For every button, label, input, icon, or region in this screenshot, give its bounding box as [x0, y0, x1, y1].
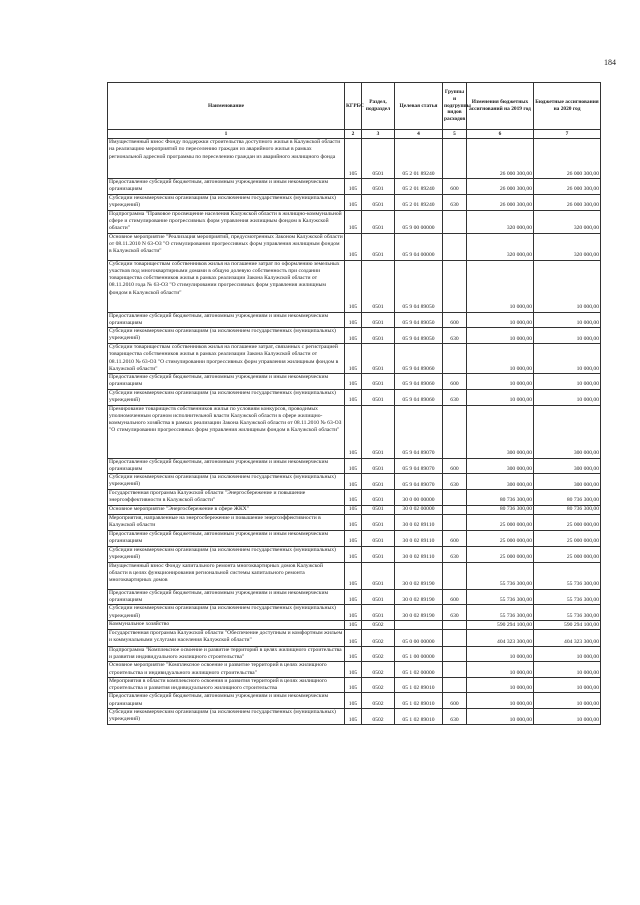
cell-budget2020: 10 000,00 [534, 677, 601, 693]
cell-target: 05 9 04 89060 [395, 389, 443, 405]
cell-target: 05 2 01 89240 [395, 194, 443, 210]
cell-group: 600 [443, 693, 467, 709]
cell-kgrbs: 105 [345, 194, 362, 210]
cell-group: 630 [443, 546, 467, 562]
cell-section: 0501 [362, 530, 395, 546]
cell-kgrbs: 105 [345, 374, 362, 390]
cell-target: 05 1 02 00000 [395, 662, 443, 678]
cell-kgrbs: 105 [345, 629, 362, 646]
cell-target: 05 1 02 89010 [395, 708, 443, 724]
cell-budget2020: 300 000,00 [534, 458, 601, 474]
cell-group: 630 [443, 194, 467, 210]
header-name: Наименование [108, 83, 345, 130]
cell-target: 30 0 02 89190 [395, 562, 443, 589]
table-row [108, 589, 601, 605]
cell-section: 0502 [362, 677, 395, 693]
column-number: 5 [443, 130, 467, 139]
cell-kgrbs: 105 [345, 589, 362, 605]
table-row [108, 662, 601, 678]
cell-budget2020: 10 000,00 [534, 389, 601, 405]
cell-target: 30 0 02 89110 [395, 514, 443, 530]
table-row [108, 605, 601, 621]
cell-changes: 26 000 300,00 [467, 139, 534, 179]
cell-budget2020: 55 736 300,00 [534, 589, 601, 605]
cell-section: 0501 [362, 562, 395, 589]
cell-section: 0501 [362, 505, 395, 514]
cell-changes: 320 000,00 [467, 233, 534, 260]
cell-target: 05 9 04 89060 [395, 374, 443, 390]
cell-group [443, 514, 467, 530]
cell-group: 600 [443, 589, 467, 605]
table-row [108, 505, 601, 514]
cell-target: 30 0 02 89110 [395, 546, 443, 562]
cell-section: 0502 [362, 708, 395, 724]
cell-group: 630 [443, 328, 467, 344]
cell-target: 05 9 00 00000 [395, 210, 443, 233]
cell-kgrbs: 105 [345, 693, 362, 709]
cell-name: Предоставление субсидий бюджетным, автономным учреждениям и иным некоммерческим организациям [108, 179, 345, 195]
cell-target: 05 9 04 89070 [395, 458, 443, 474]
cell-name: Предоставление субсидий бюджетным, автономным учреждениям и иным некоммерческим организациям [108, 374, 345, 390]
table-row [108, 233, 601, 260]
cell-kgrbs: 105 [345, 474, 362, 490]
cell-target: 30 0 02 89190 [395, 589, 443, 605]
table-row [108, 458, 601, 474]
cell-section: 0501 [362, 405, 395, 458]
cell-section: 0502 [362, 693, 395, 709]
table-row [108, 708, 601, 724]
column-number: 1 [108, 130, 345, 139]
table-row [108, 562, 601, 589]
cell-changes: 25 000 000,00 [467, 546, 534, 562]
cell-changes: 300 000,00 [467, 405, 534, 458]
cell-name: Субсидии некоммерческим организациям (за исключением государственных (муниципальных) учреждений) [108, 389, 345, 405]
cell-group: 630 [443, 474, 467, 490]
cell-changes: 10 000,00 [467, 312, 534, 328]
header-group: Группы и подгруппы видов расходов [443, 83, 467, 130]
header-row [108, 83, 601, 130]
cell-changes: 10 000,00 [467, 708, 534, 724]
cell-changes: 10 000,00 [467, 646, 534, 662]
cell-kgrbs: 105 [345, 312, 362, 328]
cell-name: Субсидии товариществам собственников жилья на погашение затрат, связанных с регистрацией товарищества собственников жилья в рамках реализации Закона Калужской области от 08.11.2010 № 63-ОЗ "О стимулировании прогрессивных форм управления жилищным фондом в Калужской области" [108, 344, 345, 374]
cell-changes: 80 736 300,00 [467, 505, 534, 514]
cell-group [443, 646, 467, 662]
cell-group: 630 [443, 708, 467, 724]
cell-target: 05 9 04 89050 [395, 312, 443, 328]
cell-name: Предоставление субсидий бюджетным, автономным учреждениям и иным некоммерческим организациям [108, 458, 345, 474]
table-row [108, 677, 601, 693]
cell-name: Предоставление субсидий бюджетным, автономным учреждениям и иным некоммерческим организациям [108, 693, 345, 709]
cell-changes: 300 000,00 [467, 458, 534, 474]
cell-budget2020: 320 000,00 [534, 233, 601, 260]
table-row [108, 530, 601, 546]
cell-group [443, 662, 467, 678]
cell-group [443, 139, 467, 179]
cell-budget2020: 10 000,00 [534, 328, 601, 344]
cell-section: 0501 [362, 389, 395, 405]
cell-changes: 26 000 300,00 [467, 179, 534, 195]
cell-kgrbs: 105 [345, 389, 362, 405]
cell-budget2020: 10 000,00 [534, 708, 601, 724]
cell-budget2020: 10 000,00 [534, 693, 601, 709]
cell-kgrbs: 105 [345, 233, 362, 260]
cell-group [443, 405, 467, 458]
cell-group [443, 260, 467, 312]
cell-changes: 10 000,00 [467, 374, 534, 390]
cell-budget2020: 10 000,00 [534, 312, 601, 328]
cell-target: 05 9 04 89070 [395, 474, 443, 490]
cell-section: 0501 [362, 139, 395, 179]
cell-group [443, 562, 467, 589]
cell-section: 0501 [362, 514, 395, 530]
cell-changes: 10 000,00 [467, 328, 534, 344]
cell-kgrbs: 105 [345, 605, 362, 621]
cell-kgrbs: 105 [345, 505, 362, 514]
table-row [108, 389, 601, 405]
cell-name: Имущественный взнос Фонду капитального ремонта многоквартирных домов Калужской области в целях функционирования региональной системы капитального ремонта многоквартирных домов [108, 562, 345, 589]
table-row [108, 620, 601, 629]
cell-name: Субсидии некоммерческим организациям (за исключением государственных (муниципальных) учреждений) [108, 546, 345, 562]
cell-target: 05 1 00 00000 [395, 646, 443, 662]
column-number: 6 [467, 130, 534, 139]
cell-kgrbs: 105 [345, 210, 362, 233]
cell-budget2020: 404 323 300,00 [534, 629, 601, 646]
cell-budget2020: 80 736 300,00 [534, 490, 601, 506]
cell-group: 630 [443, 605, 467, 621]
cell-budget2020: 55 736 300,00 [534, 562, 601, 589]
cell-changes: 25 000 000,00 [467, 514, 534, 530]
cell-budget2020: 80 736 300,00 [534, 505, 601, 514]
cell-name: Основное мероприятие "Энергосбережение в сфере ЖКХ" [108, 505, 345, 514]
column-number-row [108, 130, 601, 139]
cell-section: 0501 [362, 328, 395, 344]
cell-budget2020: 320 000,00 [534, 210, 601, 233]
cell-target: 30 0 02 89190 [395, 605, 443, 621]
cell-group: 600 [443, 179, 467, 195]
table-row [108, 646, 601, 662]
cell-group [443, 620, 467, 629]
cell-name: Имущественный взнос Фонду поддержки строительства доступного жилья в Калужской области на реализацию мероприятий по переселению граждан из аварийного жилья в рамках региональной адресной программы по переселению граждан из аварийного жилищного фонда [108, 139, 345, 179]
cell-changes: 10 000,00 [467, 693, 534, 709]
cell-group: 630 [443, 389, 467, 405]
table-row [108, 179, 601, 195]
cell-kgrbs: 105 [345, 620, 362, 629]
cell-name: Основное мероприятие "Комплексное освоение и развитие территорий в целях жилищного строительства и индивидуального жилищного строительства" [108, 662, 345, 678]
cell-target: 30 0 00 00000 [395, 490, 443, 506]
cell-budget2020: 10 000,00 [534, 260, 601, 312]
column-number: 2 [345, 130, 362, 139]
cell-changes: 55 736 300,00 [467, 562, 534, 589]
cell-changes: 10 000,00 [467, 662, 534, 678]
cell-target: 05 9 04 89050 [395, 328, 443, 344]
cell-target: 05 9 04 89070 [395, 405, 443, 458]
table-row [108, 139, 601, 179]
cell-group: 600 [443, 312, 467, 328]
cell-section: 0501 [362, 474, 395, 490]
cell-section: 0502 [362, 646, 395, 662]
cell-changes: 320 000,00 [467, 210, 534, 233]
cell-kgrbs: 105 [345, 344, 362, 374]
cell-name: Субсидии некоммерческим организациям (за исключением государственных (муниципальных) учреждений) [108, 194, 345, 210]
cell-group: 600 [443, 458, 467, 474]
table-row [108, 328, 601, 344]
cell-budget2020: 300 000,00 [534, 405, 601, 458]
cell-budget2020: 26 000 300,00 [534, 194, 601, 210]
cell-section: 0501 [362, 458, 395, 474]
cell-target: 05 9 04 89060 [395, 344, 443, 374]
cell-target: 05 2 01 89240 [395, 179, 443, 195]
cell-target: 30 0 02 00000 [395, 505, 443, 514]
cell-group [443, 505, 467, 514]
cell-changes: 404 323 300,00 [467, 629, 534, 646]
cell-target: 05 2 01 89240 [395, 139, 443, 179]
cell-group [443, 677, 467, 693]
cell-group: 600 [443, 530, 467, 546]
cell-budget2020: 10 000,00 [534, 344, 601, 374]
cell-kgrbs: 105 [345, 646, 362, 662]
table-row [108, 693, 601, 709]
cell-target: 05 9 04 00000 [395, 233, 443, 260]
cell-budget2020: 25 000 000,00 [534, 546, 601, 562]
cell-budget2020: 25 000 000,00 [534, 530, 601, 546]
cell-section: 0501 [362, 179, 395, 195]
cell-name: Предоставление субсидий бюджетным, автономным учреждениям и иным некоммерческим организациям [108, 589, 345, 605]
cell-kgrbs: 105 [345, 405, 362, 458]
table-row [108, 374, 601, 390]
cell-name: Подпрограмма "Правовое просвещение населения Калужской области в жилищно-коммунальной сфере и стимулирование прогрессивных форм управления жилищным фондом в Калужской области" [108, 210, 345, 233]
cell-budget2020: 10 000,00 [534, 662, 601, 678]
cell-changes: 10 000,00 [467, 677, 534, 693]
cell-budget2020: 300 000,00 [534, 474, 601, 490]
cell-target: 05 1 02 89010 [395, 693, 443, 709]
header-budget2020: Бюджетные ассигнования на 2020 год [534, 83, 601, 130]
cell-group [443, 629, 467, 646]
cell-name: Субсидии некоммерческим организациям (за исключением государственных (муниципальных) учреждений) [108, 474, 345, 490]
cell-budget2020: 26 000 300,00 [534, 179, 601, 195]
table-row [108, 312, 601, 328]
cell-kgrbs: 105 [345, 662, 362, 678]
cell-kgrbs: 105 [345, 514, 362, 530]
cell-changes: 590 294 100,00 [467, 620, 534, 629]
cell-group [443, 233, 467, 260]
cell-budget2020: 10 000,00 [534, 646, 601, 662]
cell-section: 0502 [362, 662, 395, 678]
cell-kgrbs: 105 [345, 179, 362, 195]
cell-budget2020: 55 736 300,00 [534, 605, 601, 621]
cell-kgrbs: 105 [345, 260, 362, 312]
cell-name: Премирование товариществ собственников жилья по условиям конкурсов, проводимых уполномоченным органом исполнительной власти Калужской области в сфере жилищно-коммунального хозяйства в рамках реализации Закона Калужской области от 08.11.2010 № 63-ОЗ "О стимулировании прогрессивных форм управления жилищным фондом в Калужской области" [108, 405, 345, 458]
cell-section: 0501 [362, 546, 395, 562]
cell-name: Субсидии товариществам собственников жилья на погашение затрат по оформлению земельных участков под многоквартирными домами в общую долевую собственность при создании товарищества собственников жилья в рамках реализации Закона Калужской области от 08.11.2010 года № 63-ОЗ "О стимулировании прогрессивных форм управления жилищным фондом в Калужской области" [108, 260, 345, 312]
table-row [108, 490, 601, 506]
cell-kgrbs: 105 [345, 546, 362, 562]
table-row [108, 210, 601, 233]
cell-target: 30 0 02 89110 [395, 530, 443, 546]
table-row [108, 194, 601, 210]
table-row [108, 474, 601, 490]
cell-kgrbs: 105 [345, 562, 362, 589]
header-changes: Изменения бюджетных ассигнований на 2019 год [467, 83, 534, 130]
cell-section: 0501 [362, 490, 395, 506]
table-row [108, 260, 601, 312]
cell-kgrbs: 105 [345, 708, 362, 724]
cell-section: 0501 [362, 233, 395, 260]
table-row [108, 344, 601, 374]
cell-kgrbs: 105 [345, 139, 362, 179]
cell-budget2020: 590 294 100,00 [534, 620, 601, 629]
cell-name: Мероприятия, направленные на энергосбережение и повышение энергоэффективности в Калужской области [108, 514, 345, 530]
page-number: 184 [604, 58, 616, 67]
cell-kgrbs: 105 [345, 677, 362, 693]
cell-kgrbs: 105 [345, 490, 362, 506]
cell-name: Государственная программа Калужской области "Обеспечение доступным и комфортным жильем и коммунальными услугами населения Калужской области" [108, 629, 345, 646]
cell-name: Субсидии некоммерческим организациям (за исключением государственных (муниципальных) учреждений) [108, 328, 345, 344]
cell-changes: 25 000 000,00 [467, 530, 534, 546]
cell-name: Предоставление субсидий бюджетным, автономным учреждениям и иным некоммерческим организациям [108, 530, 345, 546]
cell-budget2020: 25 000 000,00 [534, 514, 601, 530]
header-kgrbs: КГРБС [345, 83, 362, 130]
cell-target: 05 0 00 00000 [395, 629, 443, 646]
cell-section: 0501 [362, 260, 395, 312]
cell-name: Основное мероприятие "Реализация мероприятий, предусмотренных Законом Калужской области от 08.11.2010 N 63-ОЗ "О стимулировании прогрессивных форм управления жилищным фондом в Калужской области" [108, 233, 345, 260]
cell-section: 0501 [362, 605, 395, 621]
cell-section: 0501 [362, 344, 395, 374]
cell-section: 0502 [362, 629, 395, 646]
cell-target: 05 1 02 89010 [395, 677, 443, 693]
cell-changes: 55 736 300,00 [467, 605, 534, 621]
cell-changes: 300 000,00 [467, 474, 534, 490]
column-number: 3 [362, 130, 395, 139]
cell-kgrbs: 105 [345, 328, 362, 344]
cell-kgrbs: 105 [345, 530, 362, 546]
cell-name: Мероприятия в области комплексного освоения и развития территорий в целях жилищного строительства и развития индивидуального жилищного строительства [108, 677, 345, 693]
cell-target [395, 620, 443, 629]
cell-changes: 26 000 300,00 [467, 194, 534, 210]
cell-group [443, 344, 467, 374]
cell-budget2020: 10 000,00 [534, 374, 601, 390]
table-row [108, 514, 601, 530]
cell-kgrbs: 105 [345, 458, 362, 474]
cell-budget2020: 26 000 300,00 [534, 139, 601, 179]
cell-section: 0502 [362, 620, 395, 629]
cell-section: 0501 [362, 589, 395, 605]
table-row [108, 546, 601, 562]
cell-section: 0501 [362, 312, 395, 328]
header-target: Целевая статья [395, 83, 443, 130]
cell-changes: 10 000,00 [467, 389, 534, 405]
cell-name: Субсидии некоммерческим организациям (за исключением государственных (муниципальных) учреждений) [108, 708, 345, 724]
column-number: 4 [395, 130, 443, 139]
cell-section: 0501 [362, 374, 395, 390]
cell-section: 0501 [362, 194, 395, 210]
table-row [108, 629, 601, 646]
cell-name: Предоставление субсидий бюджетным, автономным учреждениям и иным некоммерческим организациям [108, 312, 345, 328]
cell-target: 05 9 04 89050 [395, 260, 443, 312]
cell-changes: 10 000,00 [467, 344, 534, 374]
cell-section: 0501 [362, 210, 395, 233]
cell-changes: 80 736 300,00 [467, 490, 534, 506]
header-section: Раздел, подраздел [362, 83, 395, 130]
table-row [108, 405, 601, 458]
cell-group [443, 490, 467, 506]
cell-group [443, 210, 467, 233]
column-number: 7 [534, 130, 601, 139]
cell-name: Субсидии некоммерческим организациям (за исключением государственных (муниципальных) учреждений) [108, 605, 345, 621]
cell-name: Государственная программа Калужской области "Энергосбережение и повышение энергоэффективности в Калужской области" [108, 490, 345, 506]
cell-name: Подпрограмма "Комплексное освоение и развитие территорий в целях жилищного строительства и развития индивидуального жилищного строительства" [108, 646, 345, 662]
cell-name: Коммунальное хозяйство [108, 620, 345, 629]
cell-group: 600 [443, 374, 467, 390]
cell-changes: 10 000,00 [467, 260, 534, 312]
budget-table [107, 82, 601, 725]
cell-changes: 55 736 300,00 [467, 589, 534, 605]
